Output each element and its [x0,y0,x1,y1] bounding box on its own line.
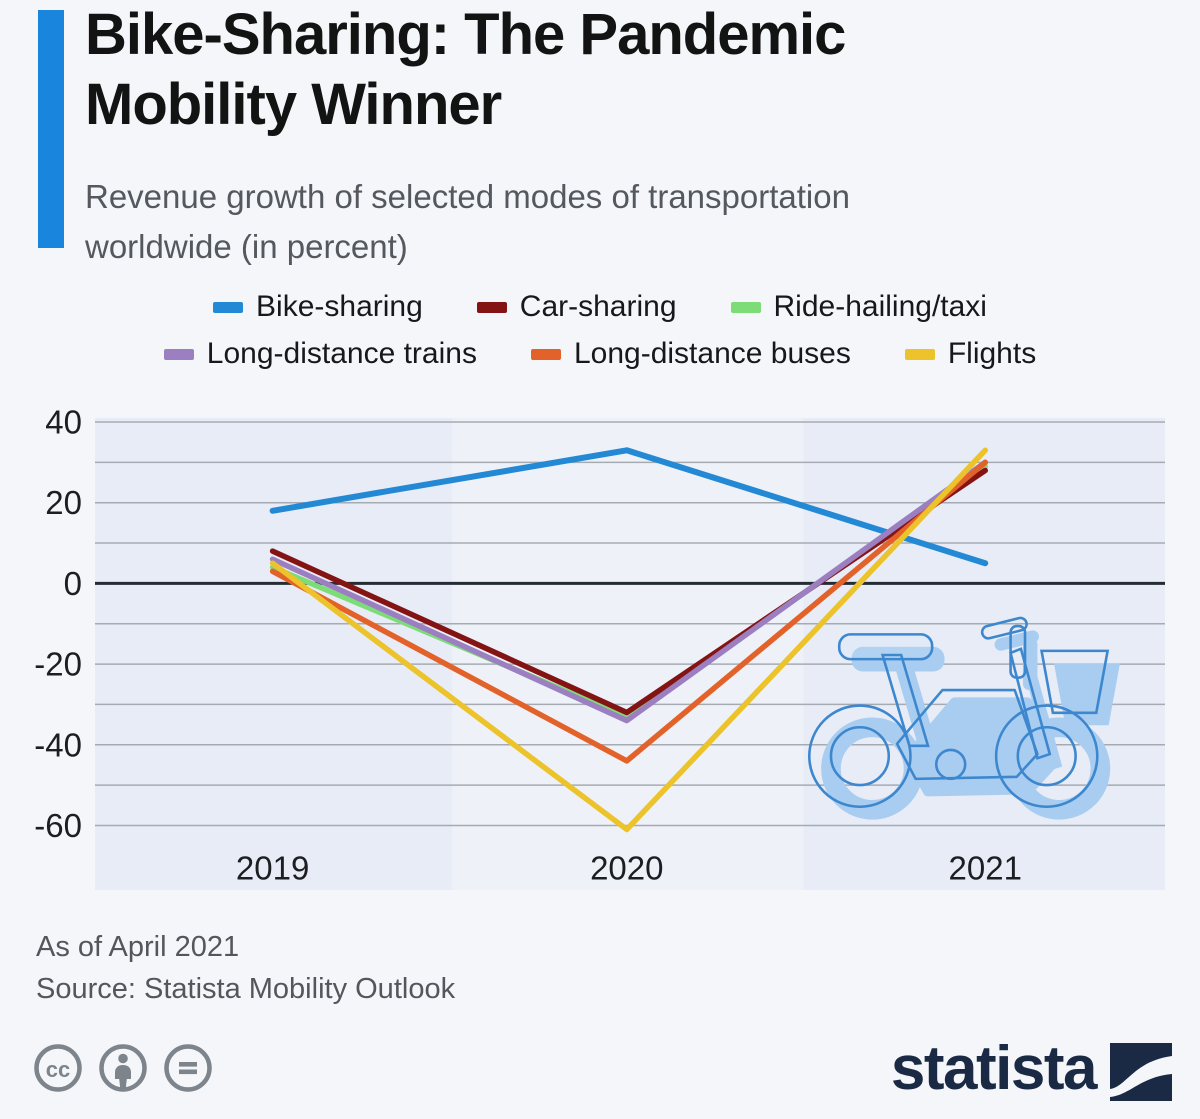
legend-item-trains [164,337,477,371]
trains-swatch-icon [164,349,194,360]
creative-commons-icon [32,1042,84,1094]
statista-logo-mark-icon [1110,1043,1172,1101]
no-derivatives-icon [162,1042,214,1094]
legend-item-flights [905,337,1036,371]
legend-item-ride-hailing [731,290,987,324]
page-subtitle: Revenue growth of selected modes of transportation worldwide (in percent) [85,178,850,265]
legend-label: Flights [947,337,1037,370]
car-sharing-swatch-icon [477,302,507,313]
page-title: Bike-Sharing: The Pandemic Mobility Winner [85,2,846,138]
svg-text:2019: 2019 [235,849,310,887]
svg-text:-40: -40 [34,726,82,764]
source-note: Source: Statista Mobility Outlook [36,973,456,1006]
legend-item-car-sharing [477,290,677,324]
svg-text:2021: 2021 [948,849,1022,887]
legend-label: Bike-sharing [256,290,423,323]
legend-label: Ride-hailing/taxi [773,290,987,323]
license-icons [32,1042,214,1094]
revenue-growth-line-chart [0,396,1200,920]
legend-item-buses [531,337,851,371]
chart-legend [0,289,1200,383]
statista-wordmark: statista [890,1034,1096,1103]
bike-sharing-swatch-icon [213,302,243,313]
legend-row-2 [0,336,1200,372]
flights-swatch-icon [905,349,935,360]
attribution-person-icon [97,1042,149,1094]
svg-text:-60: -60 [34,806,82,844]
legend-label: Long-distance trains [206,337,477,370]
legend-row-1 [0,289,1200,325]
svg-text:2020: 2020 [590,849,664,887]
bike-icon [800,594,1120,844]
ride-hailing-swatch-icon [731,302,761,313]
statista-logo [890,1034,1172,1106]
legend-item-bike-sharing [213,290,423,324]
as-of-note: As of April 2021 [36,931,240,963]
accent-bar [38,10,64,248]
svg-text:20: 20 [45,484,82,522]
legend-label: Long-distance buses [573,337,851,370]
svg-text:40: 40 [45,403,82,441]
buses-swatch-icon [531,349,561,360]
svg-text:cc: cc [45,1057,71,1082]
svg-text:-20: -20 [34,645,82,683]
svg-text:0: 0 [63,564,82,602]
legend-label: Car-sharing [519,290,677,323]
footnotes [36,926,455,1010]
